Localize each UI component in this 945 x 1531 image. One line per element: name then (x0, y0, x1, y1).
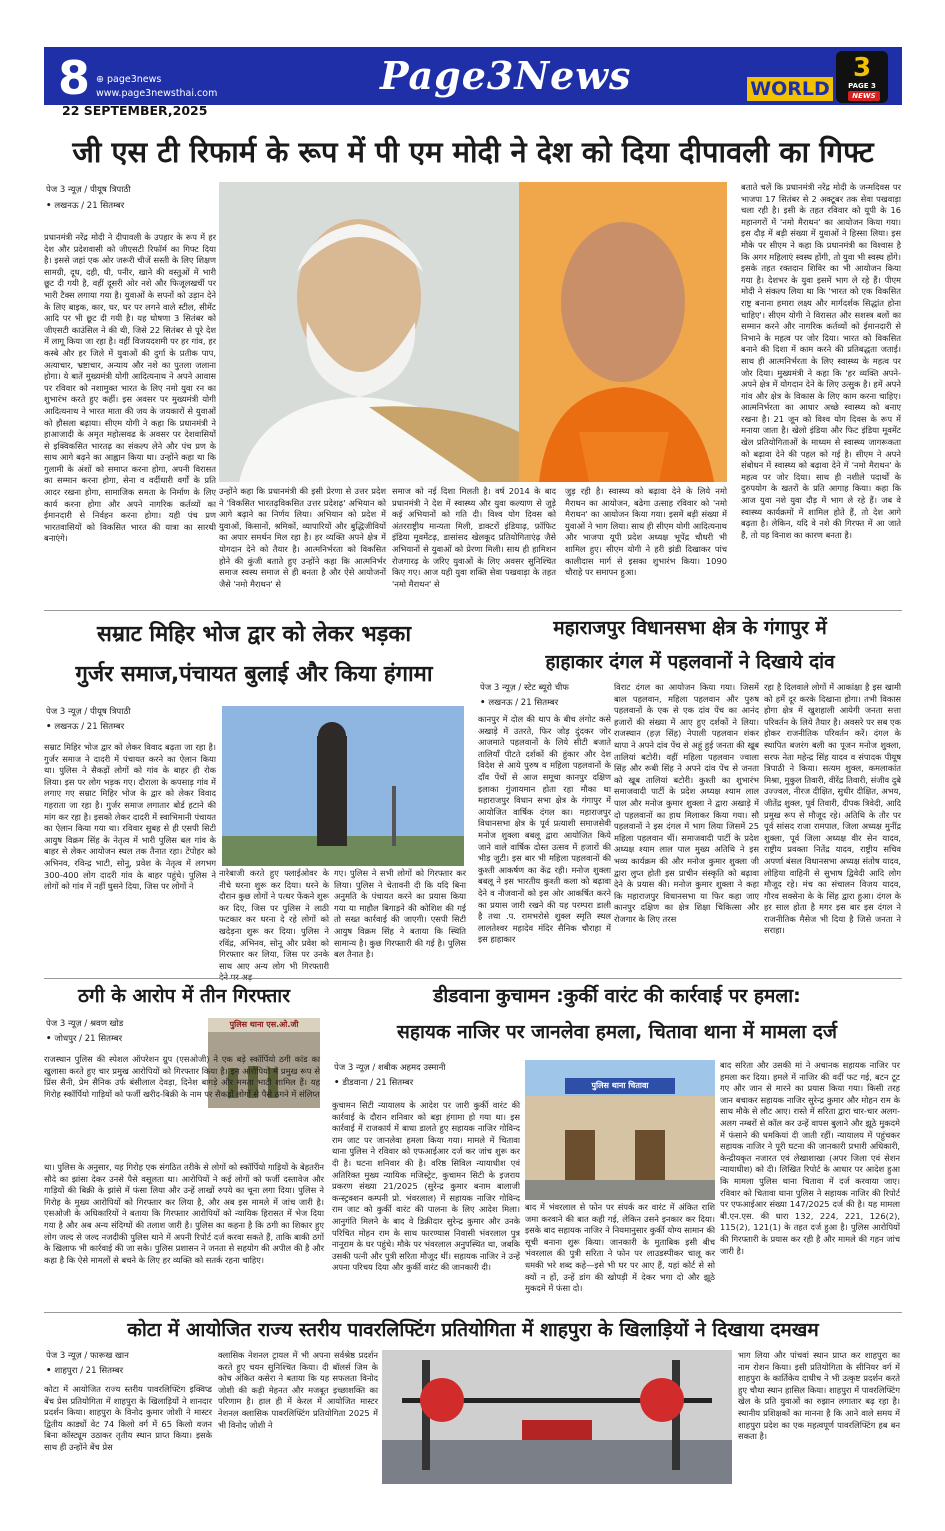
story5-col2: बाद में भंवरलाल से फोन पर संपर्क कर वारंट में अंकित राशि जमा करवाने की बात कही गई, लेकिन उसने इनकार कर दिया। इसके बाद सहायक नाजिर ने नियमानुसार कुर्की योग्य सामान की सूची बनाना शुरू किया। जानकारी के मुताबिक इसी बीच भंवरलाल की पुत्री सरिता ने फोन पर लाउडस्पीकर चालू कर धमकी भरे शब्द कहे—इसे भी घर पर आए हैं, यहां कोर्ट से सो क्यों न हों, उन्हें डांग की खोपड़ी में देकर भगा दो और झूठे मुकदमे में फंसा दो। (525, 1202, 715, 1294)
photo-sign: पुलिस थाना चितावा (565, 1078, 675, 1094)
story2-byline: पेज 3 न्यूज़ / पीयूष त्रिपाठी • लखनऊ / 21 सितम्बर (46, 706, 214, 734)
story4-col2: था। पुलिस के अनुसार, यह गिरोह एक संगठित तरीके से लोगों को स्कॉर्पियो गाड़ियों के बेहतरीन सौदे का झांसा देकर उनसे पैसे वसूलता था। आरोपियों ने कई लोगों को फर्जी दस्तावेज और गाड़ियों की बिक्री के झांसे में फंसा लिया और उन्हें लाखों रुपये का चूना लगा दिया। पुलिस ने गिरोह के मुख्य आरोपियों को गिरफ्तार कर लिया है, और अब इस मामले में जांच जारी है। एसओजी के अधिकारियों ने बताया कि गिरफ्तार आरोपियों को न्यायिक हिरासत में भेज दिया गया है और अब अन्य संदिग्धों की तलाश जारी है। पुलिस का कहना है कि ठगी का शिकार हुए लोग जल्द से जल्द नजदीकी पुलिस थाने में अपनी रिपोर्ट दर्ज करवा सकते हैं, ताकि बाकी ठगों के खिलाफ भी कार्रवाई की जा सके। पुलिस प्रशासन ने जनता से सहयोग की अपील की है और कहा है कि ऐसे मामलों से बचने के लिए हर व्यक्ति को सतर्क रहना चाहिए। (44, 1162, 324, 1265)
story3-col3: रहा है दिलवाले लोगों में आकांक्षा है इस खामी को हमें दूर करके दिखाना होगा। तभी विकास होगा क्षेत्र में खुशहाली आयेगी जनता सत्ता परिवर्तन के लिये तैयार है। अवसरे पर सब एक होकर राजनीतिक परिवर्तन करें। दंगल के स्थापित बजरंग बली का पूजन मनोज शुक्ला, सरफ नेता महेन्द्र सिंह यादव व संपादक पीयूष त्रिपाठी ने किया। सत्यम शुक्ल, कमलाकांत मिश्रा, मुकुल तिवारी, वीरेंद्र तिवारी, संजीव दुबे उज्ज्वल, नीरज दीक्षित, सुधीर दीक्षित, अभय, जीतेंद्र शुक्ल, पूर्व तिवारी, दीपक त्रिवेदी, आदि प्रमुख रूप से मौजूद रहे। अतिथि के तौर पर पूर्व सांसद राजा रामपाल, जिला अध्यक्ष मुनींद्र शुक्ला, पूर्व जिला अध्यक्ष वीर सेन यादव, राष्ट्रीय प्रवक्ता नितेंद्र यादव, राष्ट्रीय सचिव अपर्णा बंसल विधानसभा अध्यक्ष संतोष यादव, लोहिया वाहिनी से सुभाष द्विवेदी आदि लोग मौजूद रहे। मंच का संचालन विजय यादव, गौरव सक्सेना के के सिंह द्वारा हुआ। दंगल के हर साल होता है मगर इस बार इस दंगल ने राजनीतिक मैसेज भी दिया है जिसे जनता ने सराहा। (764, 682, 901, 936)
dateline: लखनऊ / 21 सितम्बर (54, 201, 125, 211)
story6-col3: भाग लिया और पांचवां स्थान प्राप्त कर शाहपुरा का नाम रोशन किया। इसी प्रतियोगिता के सीनियर वर्ग में शाहपुरा के कार्तिकेय दाधीच ने भी उत्कृष्ट प्रदर्शन करते हुए चौथा स्थान हासिल किया। शाहपुरा में पावरलिफ्टिंग खेल के प्रति युवाओं का रुझान लगातार बढ़ रहा है। स्थानीय प्रशिक्षकों का मानना है कि आने वाले समय में शाहपुरा प्रदेश का एक महत्वपूर्ण पावरलिफ्टिंग हब बन सकता है। (738, 1350, 900, 1442)
modi-portrait-image (219, 182, 519, 482)
byline-text: पेज 3 न्यूज़ / शबीक अहमद उस्मानी (334, 1063, 446, 1073)
story6-headline: कोटा में आयोजित राज्य स्तरीय पावरलिफ्टिंग प्रतियोगिता में शाहपुरा के खिलाड़ियों ने दिखाया दमखम (127, 1319, 819, 1341)
badge-text: PAGE 3 (848, 82, 876, 90)
divider (44, 610, 902, 611)
handle[interactable]: page3news (106, 74, 162, 85)
yogi-photo (519, 182, 727, 482)
story3-col1: कानपुर में दोल की थाप के बीच लंगोट कसे अखाड़े में उतरते, फिर जोड़ दुंदकर जोर आजमाते पहलवानों के लिये सीटी बजाते तालियाँ पीटते दर्शकों की हुंकार और देश विदेश से आये पुरुष व महिला पहलवानों के दाँव पेंचों से आज समूचा कानपुर दक्षिण इलाका गुंजायमान होता रहा मौका था महाराजपुर विधान सभा क्षेत्र के गंगापुर में आयोजित वार्षिक दंगल का। महाराजपुर विधानसभा क्षेत्र के पूर्व प्रत्याशी समाजसेवी मनोज शुक्ला बबलू द्वारा आयोजित किये जाने वाले वार्षिक दोस्त उत्सव में हजारों की भीड़ जुटी। इस बार भी महिला पहलवानों की कुश्ती आकर्षण का केंद्र रही। मनोज शुक्ला बबलू ने इस भारतीय कुश्ती कला को बढ़ावा देने व नौजवानों को इस ओर आकर्षित करने का प्रयास जारी रखने की यह परम्परा डाली है तथा .प. रामभरोसे शुक्ल स्मृति स्थल लालतेश्वर महादेव मंदिर सैनिक चौराहा में इस हाहाकार (478, 714, 611, 945)
story1-col3: समाज को नई दिशा मिलती है। वर्ष 2014 के बाद प्रधानमंत्री ने देश में स्वास्थ्य और युवा कल्याण से जुड़े कई अभियानों को गति दी। विश्व योग दिवस को अंतरराष्ट्रीय मान्यता मिली, डाक्टरों इंडियाढ़, फ़ॉफिट इंडिया मूवमेंटढ़, डासांसद खेलकूद प्रतियोगिताएंढ़ जैसे अभियानों से युवाओं को प्रेरणा मिली। साथ ही हामिशन रोजगारढ़ के जरिए युवाओं के लिए अवसर सुनिश्चित किए गए। आज यही युवा शक्ति सेवा पखवाड़ा के तहत 'नमो मैराथन' से (392, 486, 556, 589)
mihir-bhoj-statue-photo (222, 706, 464, 866)
story5-byline: पेज 3 न्यूज़ / शबीक अहमद उस्मानी • डीडवाना / 21 सितम्बर (334, 1062, 514, 1090)
story2-headline-line2: गुर्जर समाज,पंचायत बुलाई और किया हंगामा (75, 662, 433, 687)
dateline: शाहपुरा / 21 सितम्बर (54, 1366, 124, 1376)
divider (44, 978, 902, 979)
badge-sub: NEWS (848, 91, 880, 101)
story5-col3: बाद सरिता और उसकी मां ने अचानक सहायक नाजिर पर हमला कर दिया। हमले में नाजिर की वर्दी फट गई, बटन टूट गए और जान से मारने का प्रयास किया गया। किसी तरह जान बचाकर सहायक नाजिर सुरेन्द्र कुमार और मोहन राम के साथ मौके से लौट आए। रास्ते में सरिता द्वारा चार-चार अलग-अलग नम्बरों से कॉल कर उन्हें वापस बुलाने और झूठे मुकदमे में फंसाने की धमकियां दी जाती रहीं। न्यायालय में पहुंचकर सहायक नाजिर ने पूरी घटना की जानकारी प्रभारी अधिकारी, केन्द्रीयकृत नजारत एवं लेखाशाखा (अपर जिला एवं सेशन न्यायाधीश) को दी। लिखित रिपोर्ट के आधार पर आदेश हुआ कि मामला पुलिस थाना चितावा में दर्ज करवाया जाए। रविवार को चितावा थाना पुलिस ने सहायक नाजिर की रिपोर्ट पर एफआईआर संख्या 147/2025 दर्ज की है। यह मामला बी.एन.एस. की धारा 132, 224, 221, 126(2), 115(2), 121(1) के तहत दर्ज हुआ है। पुलिस आरोपियों की गिरफ्तारी के प्रयास कर रही है और मामले की गहन जांच जारी है। (720, 1060, 900, 1256)
story2-col3: गए। पुलिस ने सभी लोगों को गिरफ्तार कर लिया। पुलिस ने चेतावनी दी कि यदि बिना अनुमति के पंचायत करने का प्रयास किया गया या माहौल बिगाड़ने की कोशिश की गई तो सख्त कार्रवाई की जाएगी। एसपी सिटी आयुष विक्रम सिंह ने बताया कि स्थिति सामान्य है। कुछ गिरफ्तारी की गई है। पुलिस बल तैनात है। (334, 868, 466, 960)
byline-text: पेज 3 न्यूज़ / फारूख खान (46, 1351, 129, 1361)
masthead-links (96, 73, 217, 101)
masthead (44, 47, 902, 119)
powerlifting-image (382, 1350, 732, 1484)
dateline: लखनऊ / 21 सितम्बर (488, 698, 559, 708)
byline-text: पेज 3 न्यूज़ / पीयूष त्रिपाठी (46, 707, 131, 717)
dateline: लखनऊ / 21 सितम्बर (54, 722, 125, 732)
story1-col5: बताते चलें कि प्रधानमंत्री नरेंद्र मोदी के जन्मदिवस पर भाजपा 17 सितंबर से 2 अक्टूबर तक सेवा पखवाड़ा चला रही है। इसी के तहत रविवार को यूपी के 16 महानगरों में 'नमो मैराथन' का आयोजन किया गया। इस दौड़ में बड़ी संख्या में युवाओं ने हिस्सा लिया। इस मौके पर सीएम ने कहा कि प्रधानमंत्री का विश्वास है कि अगर महिलाएं स्वस्थ होंगी, तो युवा भी स्वस्थ होंगे। इसके तहत रक्तदान शिविर का भी आयोजन किया गया है। देशभर के युवा इसमें भाग ले रहे हैं। पीएम मोदी ने संकल्प लिया था कि 'भारत को एक विकसित राष्ट्र बनाना हमारा लक्ष्य और मार्गदर्शक सिद्धांत होना चाहिए'। सीएम योगी ने विरासत और सशस्त्र बलों का सम्मान करने और नागरिक कर्तव्यों को ईमानदारी से निभाने के महत्व पर जोर दिया। भारत को विकसित बनाने की दिशा में काम करने की प्रतिबद्धता जताई। साथ ही आत्मनिर्भरता के लिए स्वास्थ्य के महत्व पर जोर दिया। मुख्यमंत्री ने कहा कि 'हर व्यक्ति अपने-अपने क्षेत्र में योगदान देने के लिए उत्सुक है। हमें अपने गांव और क्षेत्र के विकास के लिए काम करना चाहिए। आत्मनिर्भरता का आधार अच्छे स्वास्थ्य को बनाए रखना है। 21 जून को विश्व योग दिवस के रूप में मनाया जाता है। खेलो इंडिया और फिट इंडिया मूवमेंट खेल प्रतियोगिताओं के माध्यम से स्वास्थ्य जागरूकता को बढ़ावा देने की पहल को गई है। सीएम ने अपने संबोधन में स्वास्थ्य को बढ़ावा देने में 'नमो मैराथन' के महत्व पर जोर दिया। साथ ही नशीले पदार्थों के दुरुपयोग के खतरों के प्रति आगाह किया। कहा कि आज युवा नशे युवा दौड़ में भाग ले रहे हैं। जब वे स्वास्थ्य कार्यक्रमों में शामिल होते हैं, तो देश आगे बढ़ता है। लेकिन, यदि वे नशे की गिरफ्त में आ जाते हैं, तो यह विनाश का कारण बनता है। (741, 182, 901, 540)
page-number: 8 (58, 51, 91, 105)
story3-headline-line1: महाराजपुर विधानसभा क्षेत्र के गंगापुर में (553, 617, 827, 639)
story4-byline: पेज 3 न्यूज़ / श्रवण खोड • जोधपुर / 21 सितम्बर (46, 1018, 214, 1046)
section-label: WORLD (747, 77, 833, 101)
story2-headline-line1: सम्राट मिहिर भोज द्वार को लेकर भड़का (96, 622, 412, 647)
website-link[interactable]: www.page3newsthai.com (96, 88, 218, 99)
story4-col1: राजस्थान पुलिस की स्पेशल ऑपरेशन ग्रुप (एसओजी) ने एक बड़े स्कॉर्पियो ठगी कांड का खुलासा करते हुए चार प्रमुख आरोपियों को गिरफ्तार किया है। इन आरोपियों में प्रमुख रूप से प्रिंस सैनी, प्रेम सैनिक उर्फ बंसीलाल देवड़ा, दिनेश बागड़े और ममता भाटी शामिल हैं। यह गिरोह स्कॉर्पियो गाड़ियों को फर्जी खरीद-बिक्री के नाम पर सैकड़ों लोगों से पैसे ठगने में संलिप्त (44, 1054, 320, 1099)
story3-headline-line2: हाहाकार दंगल में पहलवानों ने दिखाये दांव (545, 651, 835, 673)
story2-col1: सम्राट मिहिर भोज द्वार को लेकर विवाद बढ़ता जा रहा है। गुर्जर समाज ने दादरी में पंचायत करने का ऐलान किया था। पुलिस ने सैकड़ों लोगों को गांव के बाहर ही रोक लिया। इस पर लोग भड़क गए। दौराला के कपसाड़ गांव में लगाए गए सम्राट मिहिर भोज के द्वार को लेकर विवाद गहराता जा रहा है। गुर्जर समाज लगातार बोर्ड हटाने की मांग कर रहा है। इसको लेकर दादरी में स्वाभिमानी पंचायत का ऐलान किया गया था। रविवार सुबह से ही एसपी सिटी आयुष विक्रम सिंह के नेतृत्व में भारी पुलिस बल गांव के बाहर से लेकर आयोजन स्थल तक तैनात रहा। टेंपोहर को अभिनव, रविन्द्र भाटी, सोनू, प्रवेश के नेतृत्व में लगभग 300-400 लोग दादरी गांव के बाहर पहुंचे। पुलिस ने लोगों को गांव में नहीं घुसने दिया, जिस पर लोगों ने (44, 742, 216, 892)
powerlifting-photo (382, 1350, 732, 1484)
story5-headline-line2: सहायक नाजिर पर जानलेवा हमला, चितावा थाना में मामला दर्ज (397, 1021, 837, 1043)
story3-byline: पेज 3 न्यूज़ / स्टेट ब्यूरो चीफ • लखनऊ / 21 सितम्बर (480, 682, 648, 710)
photo-sign: पुलिस थाना एस.ओ.जी (208, 1018, 320, 1032)
modi-photo (219, 182, 519, 482)
story1-col4: जुड़ रही है। स्वास्थ्य को बढ़ावा देने के लिये नमो मैराथन का आयोजन, बढेगा उत्साह रविवार को 'नमो मैराथन' का आयोजन किया गया। इसमें बड़ी संख्या में युवाओं ने भाग लिया। साथ ही सीएम योगी आदित्यनाथ और भाजपा यूपी प्रदेश अध्यक्ष भूपेंद्र चौधरी भी शामिल हुए। सीएम योगी ने हरी झंडी दिखाकर पांच कालीदास मार्ग से इसका शुभारंभ किया। 1090 चौराहे पर समापन हुआ। (565, 486, 727, 578)
byline-text: पेज 3 न्यूज़ / स्टेट ब्यूरो चीफ (480, 683, 569, 693)
story5-headline-line1: डीडवाना कुचामन :कुर्की वारंट की कार्रवाई पर हमला: (433, 985, 801, 1007)
issue-date: 22 SEPTEMBER,2025 (62, 103, 208, 118)
badge-number: 3 (852, 53, 872, 83)
byline-text: पेज 3 न्यूज़ / पीयूष त्रिपाठी (46, 185, 131, 195)
page3-badge-logo (836, 51, 888, 103)
divider (44, 1312, 902, 1313)
story1-headline: जी एस टी रिफार्म के रूप में पी एम मोदी ने देश को दिया दीपावली का गिफ्ट (72, 135, 874, 169)
story1-byline: पेज 3 न्यूज़ / पीयूष त्रिपाठी • लखनऊ / 21 सितम्बर (46, 184, 214, 213)
story6-col2: क्लासिक नेशनल ट्रायल में भी अपना सर्वश्रेष्ठ प्रदर्शन करते हुए चयन सुनिश्चित किया। दी बॉलर्स जिम के कोच अंकित कसेरा ने बताया कि यह सफलता विनोद जोशी की कड़ी मेहनत और मजबूत इच्छाशक्ति का परिणाम है। हाल ही में केरल में आयोजित मास्टर नेशनल क्लासिक पावरलिफ्टिंग प्रतियोगिता 2025 में भी विनोद जोशी ने (218, 1350, 378, 1430)
story4-headline: ठगी के आरोप में तीन गिरफ्तार (77, 985, 291, 1007)
story1-col1: प्रधानमंत्री नरेंद्र मोदी ने दीपावली के उपहार के रूप में हर देश और प्रदेशवासी को जीएसटी रिफॉर्म का गिफ्ट दिया है। इससे जहां एक ओर जरूरी चीजें सस्ती के लिए शिक्षण सामग्री, दूध, दही, घी, पनीर, खाने की वस्तुओं में भारी छूट दी गयी है, वहीं दूसरी ओर नशे और फिजूलखर्ची पर भारी टैक्स लगाया गया है। युवाओं के सपनों को उड़ान देने के लिए बाइक, कार, घर, घर पर लगने वाले स्टील, सीमेंट आदि पर भी छूट दी गयी है। यह घोषणा 3 सितंबर को जीएसटी काउंसिल ने की थी, जिसे 22 सितंबर से पूरे देश में लागू किया जा रहा है। वहीं विजयदशमी पर हर गांव, हर कस्बे और हर जिले में युवाओं की दुर्गा के प्रतीक पाप, अत्याचार, भ्रष्टाचार, अन्याय और नशे का पुतला जलाना होगा। ये बातें मुख्यमंत्री योगी आदित्यनाथ ने अपने आवास पर रविवार को नशामुक्त भारत के लिए नमो युवा रन का शुभारंभ करते हुए कहीं। इस अवसर पर मुख्यमंत्री योगी आदित्यनाथ ने भारत माता की जय के जयकारों से युवाओं को हौसला बढ़ाया। सीएम योगी ने कहा कि प्रधानमंत्री ने हाआजादी के अमृत महोत्सवढ के अवसर पर देशवासियों से इक्विकसित भारतढ़ का संकल्प लेने और पंच प्रण के साथ आगे बढ़ने का आह्वान किया था। उन्होंने कहा था कि गुलामी के अंशों को समाप्त करना होगा, अपनी विरासत का सम्मान करना होगा, सेना व वर्दीधारी वर्गों के प्रति आदर रखना होगा, सामाजिक समता के निर्माण के लिए कार्य करना होगा और अपने नागरिक कर्तव्यों का ईमानदारी से निर्वहन करना होगा। यही पंच प्रण भारतवासियों को विकसित भारत की यात्रा का सारथी बनाएंगे। (44, 232, 216, 544)
dateline: जोधपुर / 21 सितम्बर (54, 1034, 123, 1044)
dateline: डीडवाना / 21 सितम्बर (342, 1078, 414, 1088)
statue-image (222, 706, 464, 866)
yogi-portrait-image (519, 182, 727, 482)
story5-col1: कुचामन सिटी न्यायालय के आदेश पर जारी कुर्की वारंट की कार्रवाई के दौरान शनिवार को बड़ा हंगामा हो गया था। इस कार्रवाई में राजकार्य में बाधा डालते हुए सहायक नाजिर गोविन्द राम जाट पर जानलेवा हमला किया गया। मामले में चितावा थाना पुलिस ने रविवार को एफआईआर दर्ज कर जांच शुरू कर दी है। घटना शनिवार की है। वरिष्ठ सिविल न्यायाधीश एवं अतिरिक्त मुख्य न्यायिक मजिस्ट्रेट, कुचामन सिटी के इजराय प्रकरण संख्या 21/2025 (सुरेन्द्र कुमार बनाम बालाजी कन्स्ट्रक्शन कम्पनी प्रो. भंवरलाल) में सहायक नाजिर गोविन्द राम जाट को कुर्की वारंट की पालना के लिए आदेश मिला। आनुगंति मिलने के बाद वे डिक्रीदार सुरेन्द्र कुमार और उनके परिचित मोहन राम के साथ फारण्यास निवासी भंवरलाल पुत्र नानूराम के घर पहुंचे। मौके पर भंवरलाल अनुपस्थित था, जबकि उसकी पत्नी और पुत्री सरिता मौजूद थीं। सहायक नाजिर ने उन्हें अपना परिचय दिया और कुर्की वारंट की जानकारी दी। (332, 1100, 520, 1273)
byline-text: पेज 3 न्यूज़ / श्रवण खोड (46, 1019, 124, 1029)
story2-col2: नारेबाजी करते हुए फ्लाईओवर के नीचे धरना शुरू कर दिया। धरने के दौरान कुछ लोगों ने पत्थर फेंकने शुरू कर दिए, जिस पर पुलिस ने लाठी फटकार कर धरना दे रहे लोगों को खदेड़ना शुरू कर दिया। पुलिस ने रविंद्र, अभिनव, सोनू और प्रवेश को गिरफ्तार कर लिया, जिस पर उनके साथ आए अन्य लोग भी गिरफ्तारी (219, 868, 329, 971)
story1-col2: उन्होंने कहा कि प्रधानमंत्री की इसी प्रेरणा से उत्तर प्रदेश ने 'विकसित भारतढ़विकसित उत्तर प्रदेशढ़' अभियान को आगे बढ़ाने का निर्णय लिया। अभियान को प्रदेश में युवाओं, किसानों, श्रमिकों, व्यापारियों और बुद्धिजीवियों का अपार समर्थन मिल रहा है। हर व्यक्ति अपने क्षेत्र में योगदान देने को तैयार है। आत्मनिर्भरता को विकसित होने की कुंजी बताते हुए उन्होंने कहा कि आत्मनिर्भर समाज स्वस्थ समाज से ही बनता है और ऐसे आयोजनों जैसे 'नमो मैराथन' से (219, 486, 386, 589)
globe-icon: ⊕ (96, 74, 107, 85)
story3-col2: विराट दंगल का आयोजन किया गया। जिसमें बाल पहलवान, महिला पहलवान और पुरुष पहलवानों के एक से एक दांव पेंच का आनंद हजारों की संख्या में आए हुए दर्शकों ने लिया। राजस्थान (हज़ सिंह) नेपाली पहलवान शंकर थापा ने अपने दांव पेंच से अहूं हुई जनता की खूब तालियां बटोरी। वहीं महिला पहलवान ज्वाला सिंह और रूबी सिंह ने अपने दांव पेंच से जनता को खूब तालियां बटोरी। कुश्ती का शुभारंभ समाजवादी पार्टी के प्रदेश अध्यक्ष श्याम लाल पाल और मनोज कुमार शुक्ला ने द्वारा अखाड़े में दो पहलवानों का हाथ मिलाकर किया गया। सौ पहलवानों ने इस दंगल में भाग लिया जिसमें 25 महिला पहलवान थीं। समाजवादी पार्टी के प्रदेश अध्यक्ष श्याम लाल पाल मुख्य अतिथि ने इस भव्य कार्यक्रम की और मनोज कुमार शुक्ला जी द्वारा लुप्त होती इस प्राचीन संस्कृति को बढ़ावा देने के प्रयास की। मनोज कुमार शुक्ला ने कहा कि महाराजपुर विधानसभा या फिर कहा जाए कानपुर दक्षिण का क्षेत्र शिक्षा चिकित्सा और रोजगार के लिए तरस (614, 682, 759, 924)
page3news-logo: Page3News (380, 53, 632, 98)
story6-byline: पेज 3 न्यूज़ / फारूख खान • शाहपुरा / 21 सितम्बर (46, 1350, 214, 1378)
story6-col1: कोटा में आयोजित राज्य स्तरीय पावरलिफ्टिंग इक्विप्ड बेंच प्रेस प्रतियोगिता में शाहपुरा के खिलाड़ियों ने शानदार प्रदर्शन किया। शाहपुरा के विनोद कुमार जोशी ने मास्टर द्वितीय कार्ड्यो वेट 74 किलो वर्ग में 65 किलो वजन बिना कॉस्ट्यूम उठाकर तृतीय स्थान प्राप्त किया। इसके साथ ही उन्होंने बेंच प्रेस (44, 1384, 212, 1452)
chitawa-police-station-photo (525, 1060, 715, 1200)
